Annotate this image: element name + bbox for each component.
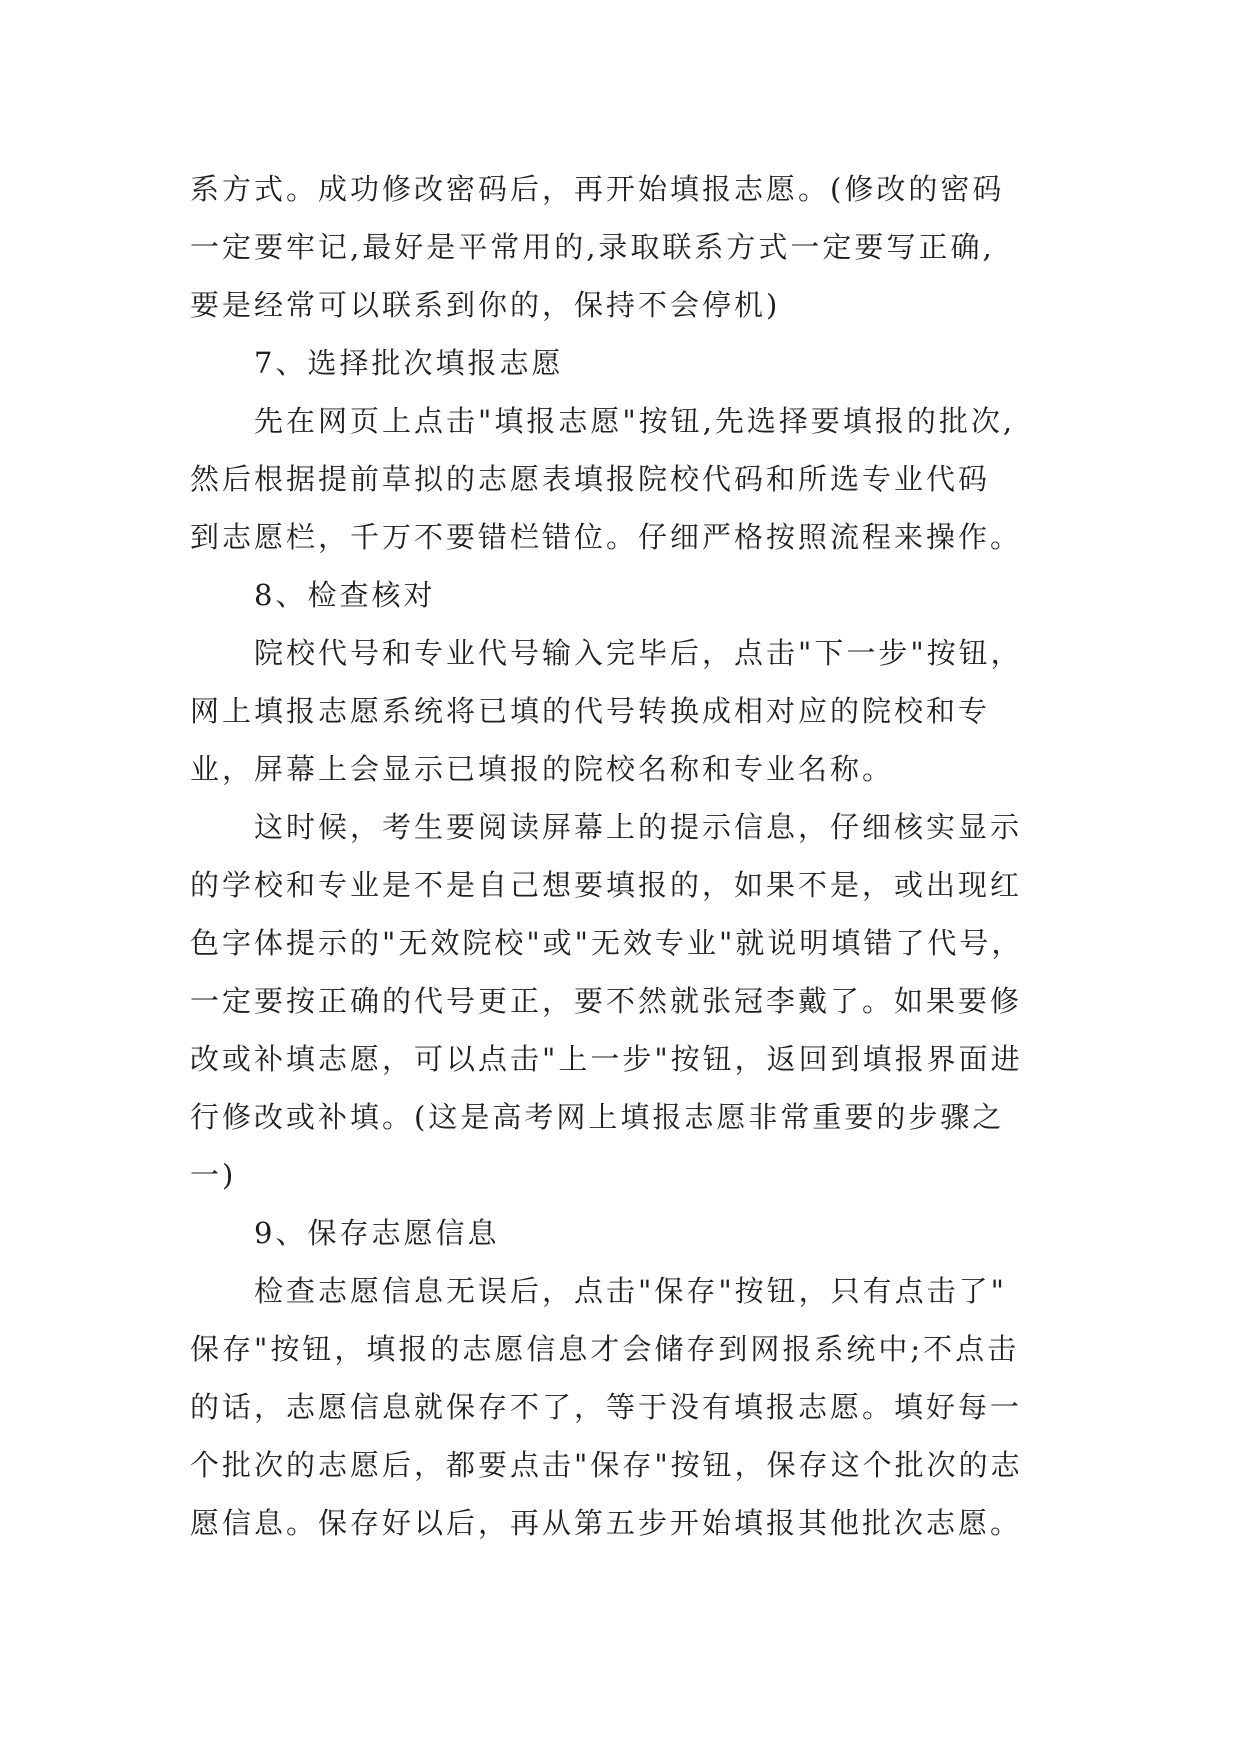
text-line: 一定要按正确的代号更正，要不然就张冠李戴了。如果要修 [190,984,1023,1018]
text-line: 愿信息。保存好以后，再从第五步开始填报其他批次志愿。 [190,1506,1023,1540]
text-line: 行修改或补填。(这是高考网上填报志愿非常重要的步骤之 [190,1100,1005,1134]
text-line: 然后根据提前草拟的志愿表填报院校代码和所选专业代码 [190,462,991,496]
text-line: 业，屏幕上会显示已填报的院校名称和专业名称。 [190,752,895,786]
text-line: 改或补填志愿，可以点击"上一步"按钮，返回到填报界面进 [190,1042,1023,1076]
text-line: 这时候，考生要阅读屏幕上的提示信息，仔细核实显示 [254,810,1023,844]
text-line: 一) [190,1158,237,1192]
text-line: 要是经常可以联系到你的，保持不会停机) [190,288,781,322]
text-line: 的学校和专业是不是自己想要填报的，如果不是，或出现红 [190,868,1023,902]
text-line: 先在网页上点击"填报志愿"按钮,先选择要填报的批次, [254,404,1016,438]
text-line: 到志愿栏，千万不要错栏错位。仔细严格按照流程来操作。 [190,520,1023,554]
section-heading-8: 8、检查核对 [254,578,436,612]
text-line: 检查志愿信息无误后，点击"保存"按钮，只有点击了" [254,1274,1008,1308]
text-line: 的话，志愿信息就保存不了，等于没有填报志愿。填好每一 [190,1390,1023,1424]
text-line: 保存"按钮，填报的志愿信息才会储存到网报系统中;不点击 [190,1332,1020,1366]
text-line: 院校代号和专业代号输入完毕后，点击"下一步"按钮， [254,636,1023,670]
text-line: 网上填报志愿系统将已填的代号转换成相对应的院校和专 [190,694,991,728]
text-line: 个批次的志愿后，都要点击"保存"按钮，保存这个批次的志 [190,1448,1023,1482]
text-line: 色字体提示的"无效院校"或"无效专业"就说明填错了代号， [190,926,1024,960]
section-heading-7: 7、选择批次填报志愿 [254,346,564,380]
text-line: 系方式。成功修改密码后，再开始填报志愿。(修改的密码 [190,172,1005,206]
text-line: 一定要牢记,最好是平常用的,录取联系方式一定要写正确, [190,230,995,264]
section-heading-9: 9、保存志愿信息 [254,1216,500,1250]
document-body [190,160,1070,1552]
